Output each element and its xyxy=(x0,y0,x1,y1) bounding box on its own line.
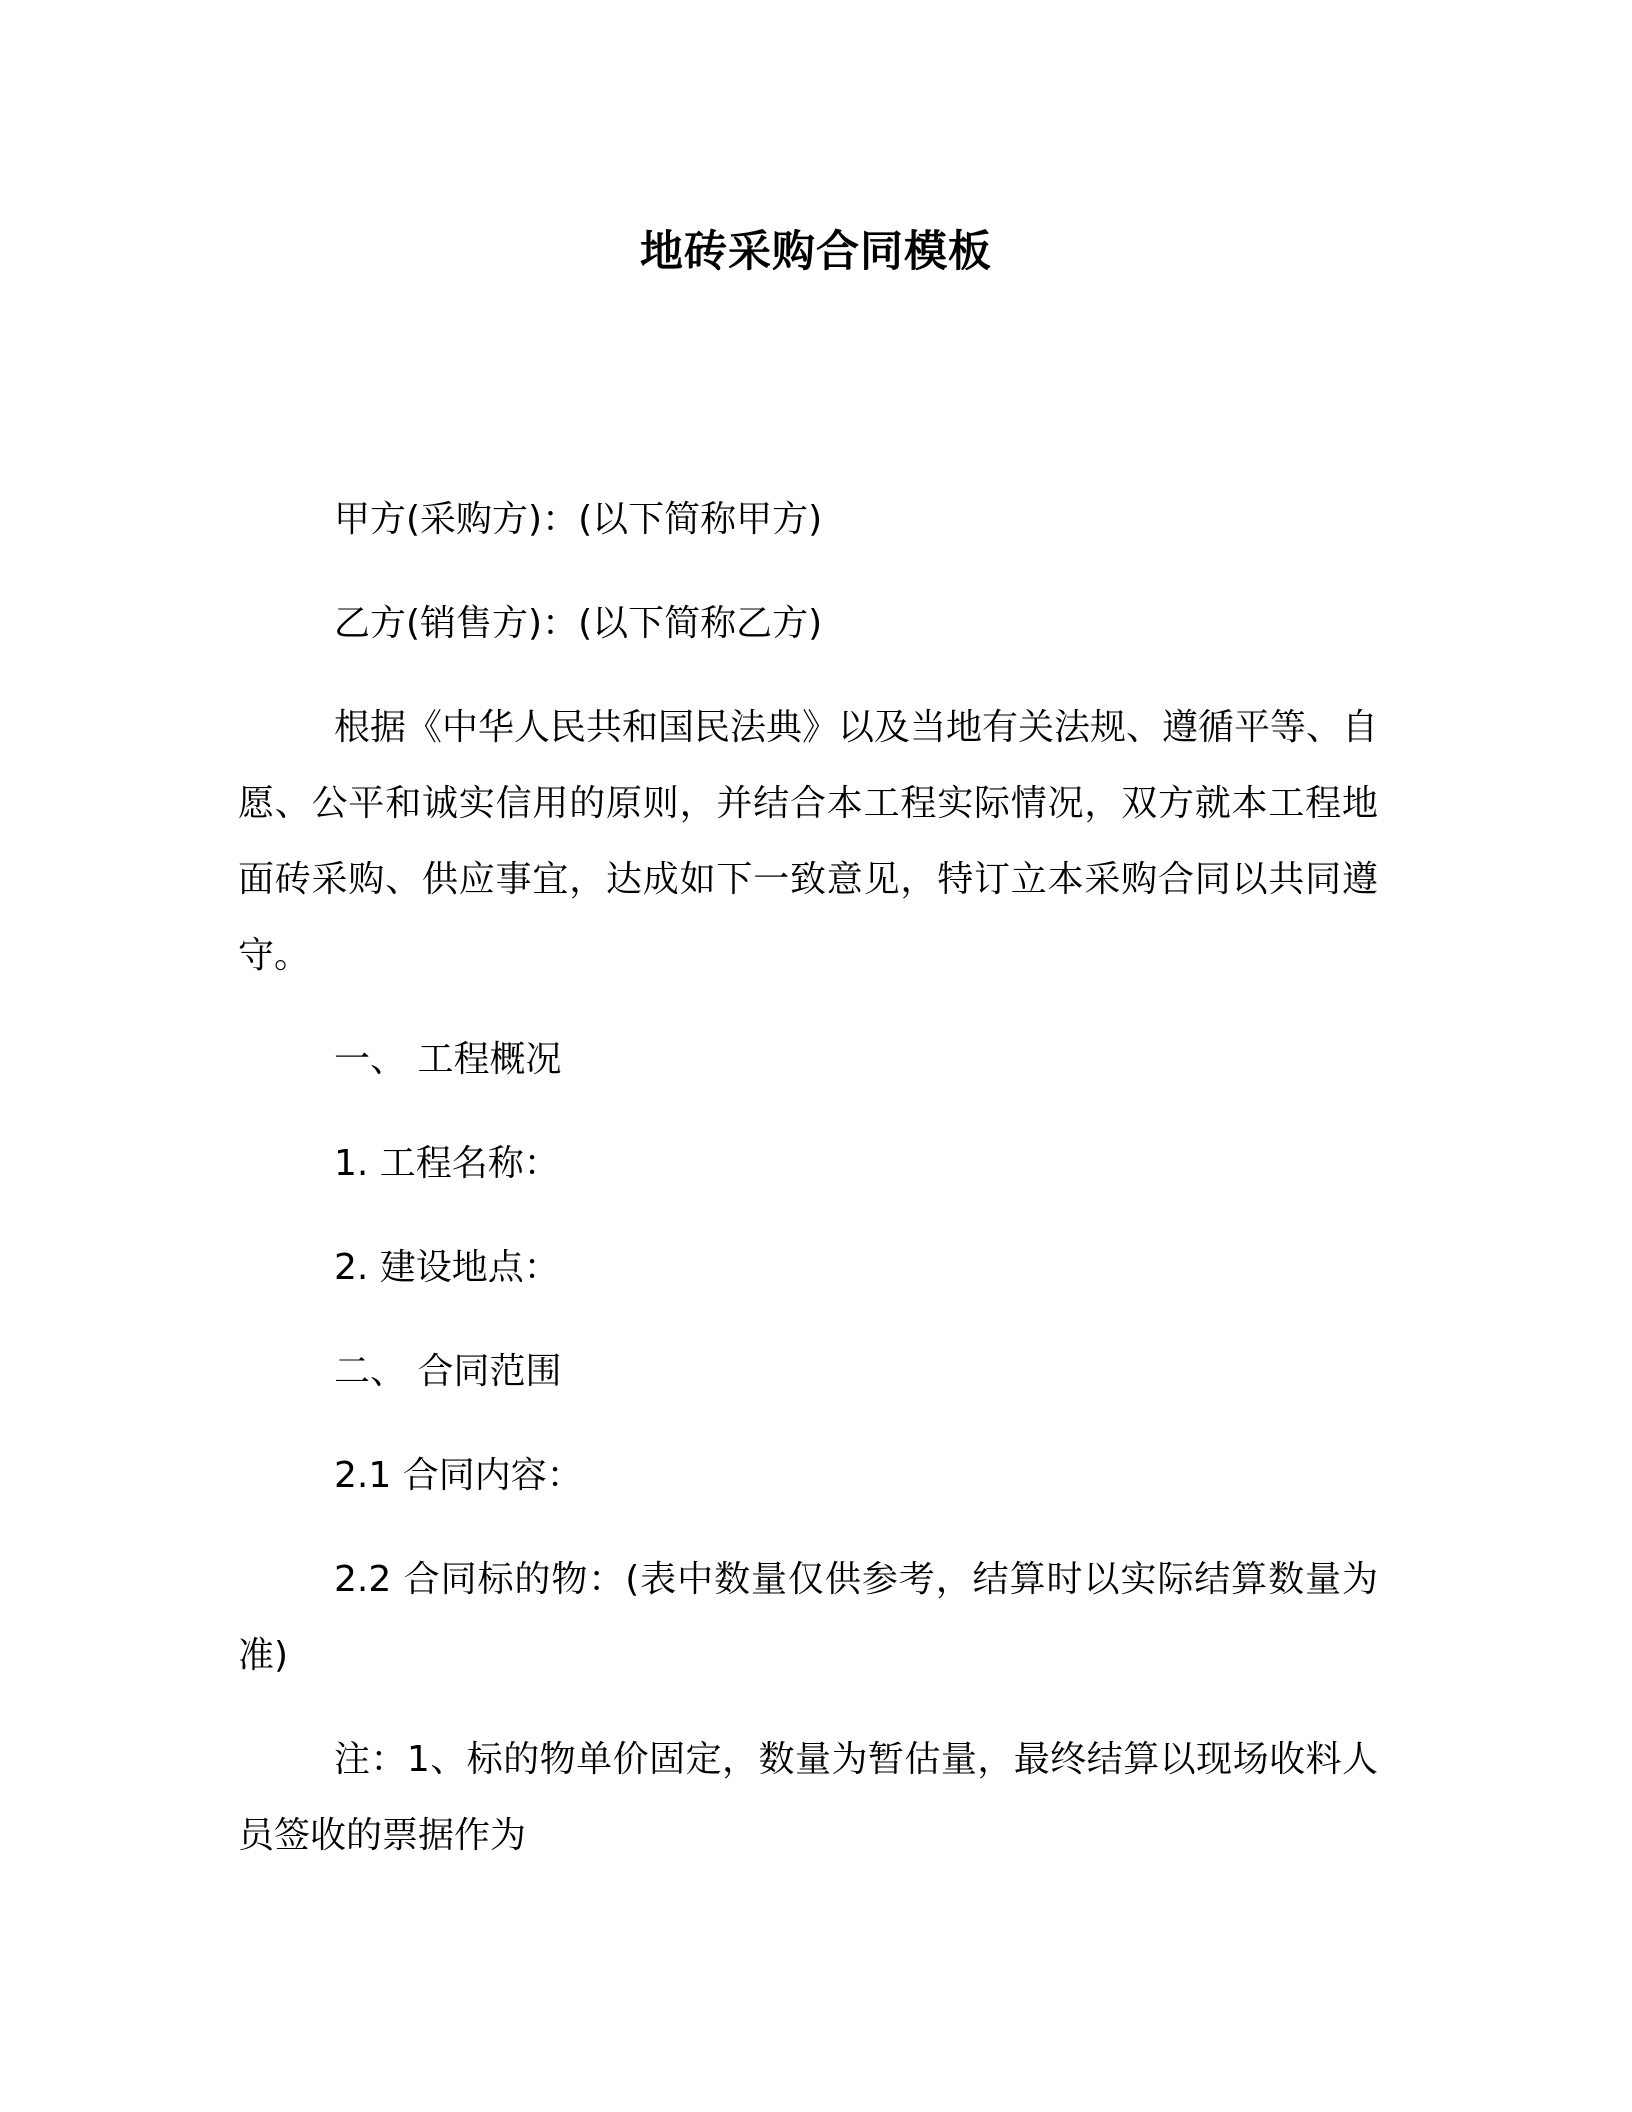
preamble-paragraph: 根据《中华人民共和国民法典》以及当地有关法规、遵循平等、自愿、公平和诚实信用的原则，并结合本工程实际情况，双方就本工程地面砖采购、供应事宜，达成如下一致意见，特订立本采购合同以共同遵守。 xyxy=(238,707,1379,976)
note-paragraph: 注：1、标的物单价固定，数量为暂估量，最终结算以现场收料人员签收的票据作为 xyxy=(238,1739,1378,1856)
section-2-heading: 二、 合同范围 xyxy=(334,1351,562,1392)
party-a-line: 甲方(采购方)：(以下简称甲方) xyxy=(334,499,823,540)
contract-content-item: 2.1 合同内容： xyxy=(334,1455,583,1496)
party-b-line: 乙方(销售方)：(以下简称乙方) xyxy=(334,603,823,644)
construction-site-item: 2. 建设地点： xyxy=(334,1247,560,1288)
contract-subject-item: 2.2 合同标的物：(表中数量仅供参考，结算时以实际结算数量为准) xyxy=(238,1559,1378,1676)
document-title: 地砖采购合同模板 xyxy=(640,227,992,277)
project-name-item: 1. 工程名称： xyxy=(334,1143,560,1184)
section-1-heading: 一、 工程概况 xyxy=(334,1039,562,1080)
